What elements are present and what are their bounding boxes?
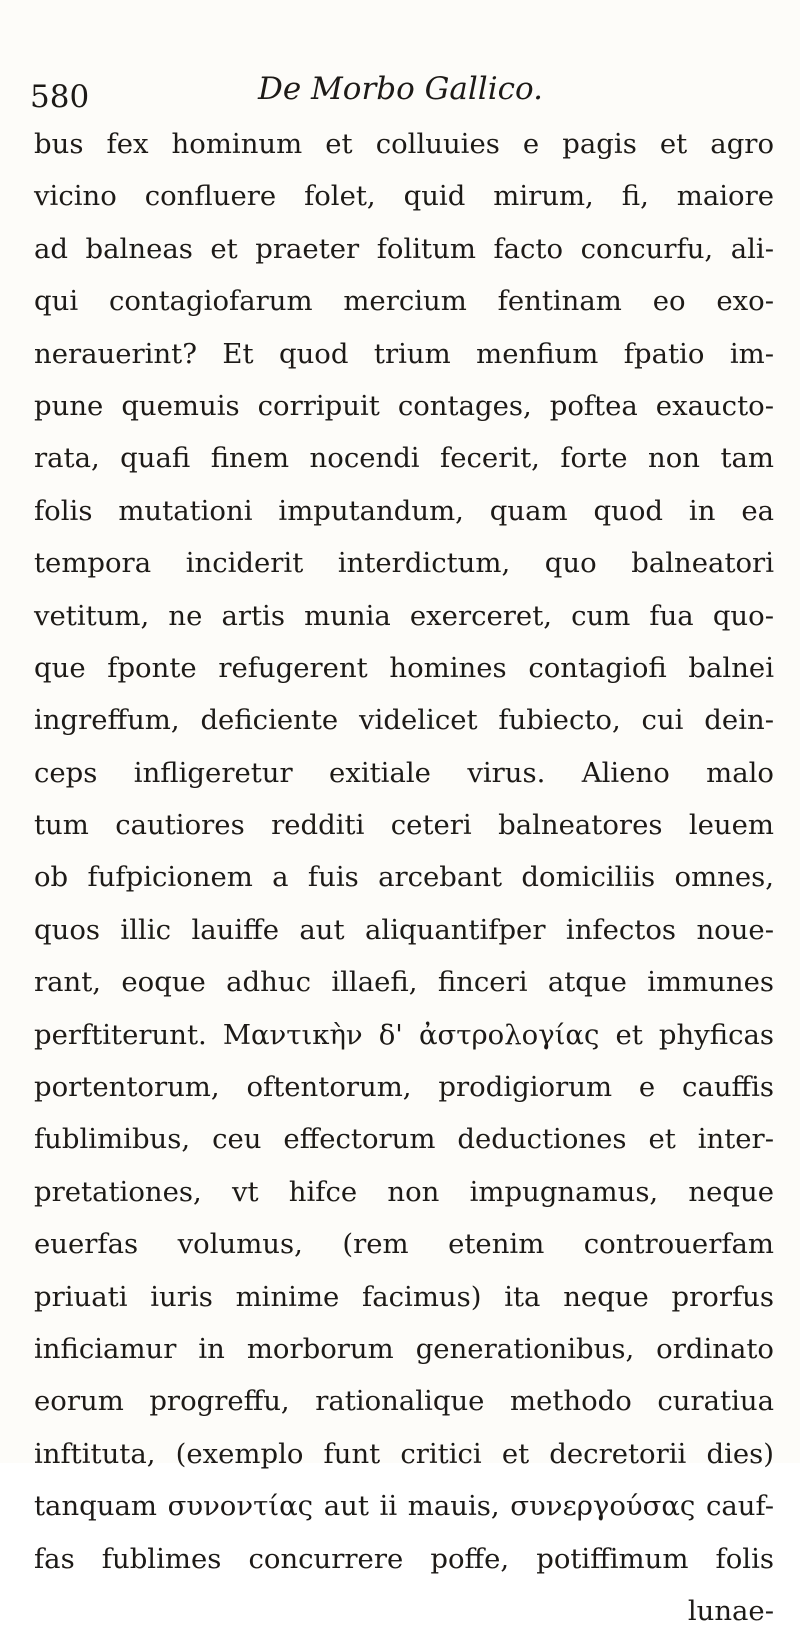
- text-line: tanquam συνοντίας aut ii mauis, συνεργούσας cauf-: [34, 1490, 774, 1523]
- text-line: eorum progreffu, rationalique methodo curatiua: [34, 1385, 774, 1418]
- text-line: bus fex hominum et colluuies e pagis et agro: [34, 128, 774, 160]
- text-line: tum cautiores redditi ceteri balneatores leuem: [34, 809, 774, 842]
- text-line: inficiamur in morborum generationibus, ordinato: [34, 1332, 774, 1365]
- text-line: vetitum, ne artis munia exerceret, cum fua quo-: [34, 599, 774, 632]
- text-line: qui contagiofarum mercium fentinam eo exo-: [34, 285, 774, 318]
- text-line: portentorum, oftentorum, prodigiorum e cauffis: [34, 1071, 774, 1104]
- text-line: ob fufpicionem a fuis arcebant domiciliis omnes,: [34, 861, 774, 894]
- text-line: nerauerint? Et quod trium menfium fpatio im-: [34, 337, 774, 370]
- running-head: [0, 62, 800, 115]
- text-line: ceps infligeretur exitiale virus. Alieno malo: [34, 756, 774, 789]
- text-line: inftituta, (exemplo funt critici et decretorii dies): [34, 1437, 774, 1470]
- running-head-title: De Morbo Gallico.: [258, 71, 543, 107]
- text-line: euerfas volumus, (rem etenim controuerfam: [34, 1228, 774, 1261]
- text-line: priuati iuris minime facimus) ita neque prorfus: [34, 1280, 774, 1313]
- body-text: [34, 118, 774, 1637]
- catchword: lunae-: [687, 1594, 774, 1627]
- text-line: fublimibus, ceu effectorum deductiones et inter-: [34, 1123, 774, 1156]
- text-line: que fponte refugerent homines contagiofi balnei: [34, 651, 774, 684]
- text-line: ad balneas et praeter folitum facto concurfu, ali-: [34, 232, 774, 265]
- text-line: pretationes, vt hifce non impugnamus, neque: [34, 1175, 774, 1208]
- text-line: perftiterunt. Μαντικὴν δ' ἀστρολογίας et phyficas: [34, 1018, 774, 1051]
- page-number: 580: [30, 79, 90, 115]
- text-line: folis mutationi imputandum, quam quod in ea: [34, 494, 774, 527]
- text-line: rata, quafi finem nocendi fecerit, forte non tam: [34, 442, 774, 475]
- text-line: quos illic lauiffe aut aliquantifper infectos noue-: [34, 913, 774, 946]
- text-line: tempora inciderit interdictum, quo balneatori: [34, 547, 774, 580]
- text-line: vicino confluere folet, quid mirum, fi, maiore: [34, 180, 774, 213]
- text-line: pune quemuis corripuit contages, poftea exaucto-: [34, 389, 774, 422]
- text-line: ingreffum, deficiente videlicet fubiecto, cui dein-: [34, 704, 774, 737]
- text-line: fas fublimes concurrere poffe, potiffimum folis: [34, 1542, 774, 1575]
- text-line: rant, eoque adhuc illaefi, finceri atque immunes: [34, 966, 774, 999]
